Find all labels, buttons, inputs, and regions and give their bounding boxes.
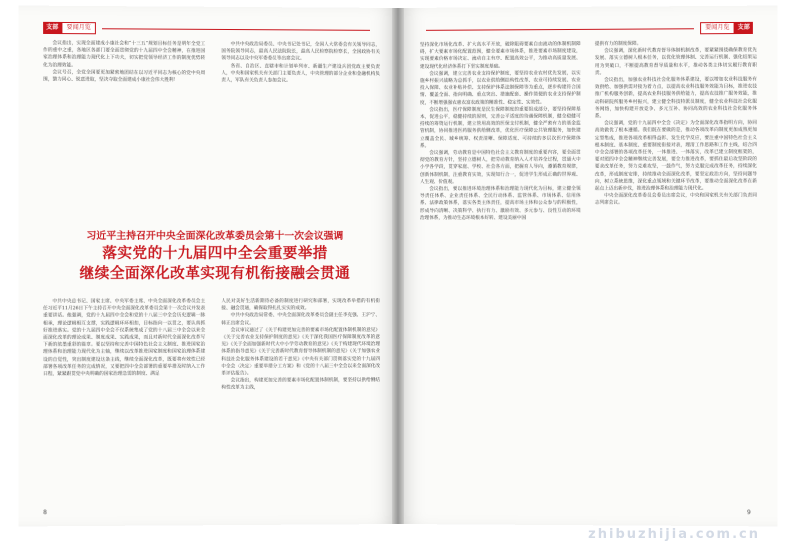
paragraph: 提供有力的制度保障。: [594, 41, 642, 47]
masthead-logo: 支部: [735, 22, 753, 34]
left-page: [19, 6, 398, 527]
masthead-tag: [43, 22, 96, 34]
paragraph: 中共中央政治局委员、中央书记处书记，全国人大常委会有关领导同志，国务院领导同志，最高人民法院院长，最高人民检察院检察长，全国政协有关领导同志以及中央军委委员等出席会议。: [221, 42, 381, 62]
left-col1-bottom: [43, 298, 205, 378]
section-name: 要闻月览: [700, 22, 735, 34]
magazine-spread: [22, 8, 774, 524]
book-gutter: [392, 8, 404, 524]
paragraph: 中央全面深化改革委员会委员出席会议，中央和国家机关有关部门负责同志列席会议。: [594, 193, 757, 207]
paragraph: 会议指出，实现全面建成小康社会和“十三五”规划目标任务是明年全党工作的重中之重，各地区各部门要全面贯彻党的十九届四中全会精神，在推进国家治理体系和治理能力现代化上下功夫，切实把党领导经济工作的制度优势转化为治理效能。: [43, 41, 206, 69]
section-name: 要闻月览: [61, 22, 96, 34]
paragraph: 坚持深化市场化改革、扩大高水平开放，破除阻碍要素自由流动的体制机制障碍，扩大要素市场化配置范围，健全要素市场体系，推进要素市场制度建设，实现要素价格市场决定、流动自主有序、配置高效公平，为推动高质量发展、建设现代化经济体系打下坚实制度基础。: [419, 41, 581, 70]
right-page: [398, 6, 777, 527]
paragraph: 会议强调，建立完善农业支持保护制度，要坚持农业农村优先发展，以实施乡村振兴战略为总抓手，以农业供给侧结构性改革、农业可持续发展、农业投入保障、农业补贴补偿、支持保护体系法制保障等为重点，逐步构建符合国情、覆盖全面、指向明确、重点突出、措施配套、操作简便的农业支持保护制度，不断增强强农惠农富农政策的精准性、稳定性、实效性。: [419, 70, 581, 106]
paragraph: 会议号召，全党全国要更加紧密地团结在以习近平同志为核心的党中央周围，勠力同心、锐意进取，坚决夺取全面建成小康社会伟大胜利！: [43, 70, 206, 84]
headline-title-line1: 落实党的十九届四中全会重要举措: [102, 245, 328, 262]
left-col2-top: [221, 41, 380, 85]
header-rule: [102, 28, 370, 31]
paragraph: 会议强调，党的十九届四中全会《决定》为全面深化改革指明方向，协同高效做优了根本遵循。我们既在要做的是，推动各项改革向制度更加成熟更加定型集成，推进各项改革相得益彰、发生化学反应，要注重中国特色社会主义根本制度、基本制度、重要制度衔接对表，理清工作思路和工作主线，结合四中全会部署的各项改革任务，一体推进、一体落实，改革已建立制度框架的，要对照四中全会精神继续完善发展，要全力推进改革，要抓住最后攻坚阶段的要求改革任务，努力克难攻坚，一鼓作气，努力克服完成改革任务，持续深化改革，形成制度安排，持续推动全面深化改革，要坚定政治方向，坚持问题导向，树立系统思维，深化重点领域和关键环节改革，要推动全面深化改革在新起点上迈出新步伐，推进治理体系和治理能力现代化。: [594, 120, 757, 192]
paragraph: 会议审议通过了《关于构建更加完善的要素市场化配置体制机制的意见》《关于完善农业支持保护制度的意见》《关于深化我国医疗保障制度改革的意见》《关于全面加强新时代大中小学劳动教育的意见》《关于构建现代环境治理体系的指导意见》《关于完善新时代教育督导体制机制的意见》《关于加强农业科技社会化服务体系建设的若干意见》《中央有关部门贯彻落实党的十九届四中全会〈决定〉重要举措分工方案》和《党的十八届三中全会以来全面深化改革评估报告》。: [221, 327, 381, 377]
paragraph: 会议强调，劳动教育是中国特色社会主义教育制度的重要内容，要全面贯彻党的教育方针，坚持立德树人，把劳动教育纳入人才培养全过程，贯通大中小学各学段，贯穿家庭、学校、社会各方面，把握育人导向，遵循教育规律，创新体制机制，注重教育实效，实现知行合一，促进学生形成正确的世界观、人生观、价值观。: [419, 150, 581, 185]
masthead-logo: 支部: [43, 22, 61, 34]
right-col1: [420, 41, 581, 222]
paragraph: 会议强调，深化新时代教育督导体制机制改革，要紧紧围绕确保教育优先发展、落实立德树人根本任务，以优化管理体制、完善运行机制、强化结果运用为突破口，不断提高教育督导质量和水平，推动各类主体切实履行教育职责。: [594, 48, 757, 76]
paragraph: 会议指出，构建更加完善的要素市场化配置体制机制，要坚持以供给侧结构性改革为主线，: [221, 378, 381, 391]
page-number-right: 9: [746, 509, 751, 517]
headline-kicker: 习近平主持召开中央全面深化改革委员会第十一次会议强调: [86, 230, 344, 242]
paragraph: 会议指出，医疗保障制度是民生保障制度的重要组成部分，要坚持保障基本，促进公平，稳健持续的原则，完善公平适度的待遇保障机制，健全稳健可持续的筹资运行机制，建立管用高效的医保支付机制，健全严密有力的基金监管机制，协同推进医药服务供给侧改革，优化医疗保障公共管理服务，加快建立覆盖全民、城乡统筹、权责清晰、保障适度、可持续的多层次医疗保障体系。: [419, 107, 581, 149]
paragraph: 中共中央政治局常委、中央全面深化改革委员会副主任李克强、王沪宁、韩正出席会议。: [221, 313, 381, 326]
right-col2: [595, 40, 757, 207]
headline-title-line2: 继续全面深化改革实现有机衔接融会贯通: [79, 266, 351, 283]
masthead-tag: [700, 22, 753, 34]
site-watermark: zhibuzhijia.com.cn: [588, 527, 760, 542]
page-number-left: 8: [43, 509, 47, 517]
paragraph: 中共中央总书记、国家主席、中央军委主席、中央全面深化改革委员会主任习近平11月26日下午主持召开中央全面深化改革委员会第十一次会议并发表重要讲话。他强调，党的十九届四中全会和党的十八届三中全会历史逻辑一脉相承，理论逻辑相互支撑，实践逻辑环环相扣，目标指向一以贯之，要认真抓好推进落实。党的十九届四中全会不仅系统集成了党的十八届三中全会以来全面深化改革的理论成果、制度成果、实践成果，而且对新时代全面深化改革写下新的浓墨重彩的篇章。要以坚持和完善中国特色社会主义制度、推进国家治理体系和治理能力现代化为主轴，继续以改革推进国家制度和国家治理体系建设的自觉性，突出制度建设这条主线，继续全面深化改革，既要将有效性已经部署各项改革任务的完成情况，又要把四中全会部署的重要举措及时纳入工作日程，紧紧跟贯党中央明确的国家治理急需的制度、满足: [43, 299, 206, 378]
paragraph: 会议指出，加强农业科技社会化服务体系建设，要以增加农业科技服务有效供给、加强供需对接为着力点，以提高农业科技服务效能为目标，推进农技推广机构服务创新，提高农业科技服务供给能力，提高农技推广服务效能，推动科研院所服务乡村振兴，建立健全科技特派员制度，健全农业科技社会化服务网络，加快构建开放竞争、多元互补、协同高效的农业科技社会化服务体系。: [594, 77, 757, 120]
paragraph: 各省、自治区、直辖市和计划单列市、新疆生产建设兵团党政主要负责人，中央和国家机关有关部门主要负责人，中央管理的部分企业和金融机构负责人，军队有关负责人参加会议。: [221, 63, 381, 84]
header-rule: [426, 28, 694, 31]
article-headline: [43, 230, 386, 284]
paragraph: 会议指出，要以推进环境治理体系和治理能力现代化为目标，建立健全领导责任体系、企业责任体系、全民行动体系、监管体系、市场体系、信用体系、法律政策体系，落实各类主体责任，提高市场主体和公众参与的积极性，形成导向清晰、决策科学、执行有力、激励有效、多元参与、良性互动的环境治理体系，为推动生态环境根本好转、建设美丽中国: [419, 186, 581, 221]
left-col1-top: [43, 40, 205, 84]
left-col2-bottom: [221, 298, 380, 392]
paragraph: 人民对美好生活新期待必备的制度进行研究和部署，实现改革举措的有机衔接、融会贯通，确保取得扎扎实实的成效。: [221, 299, 381, 312]
